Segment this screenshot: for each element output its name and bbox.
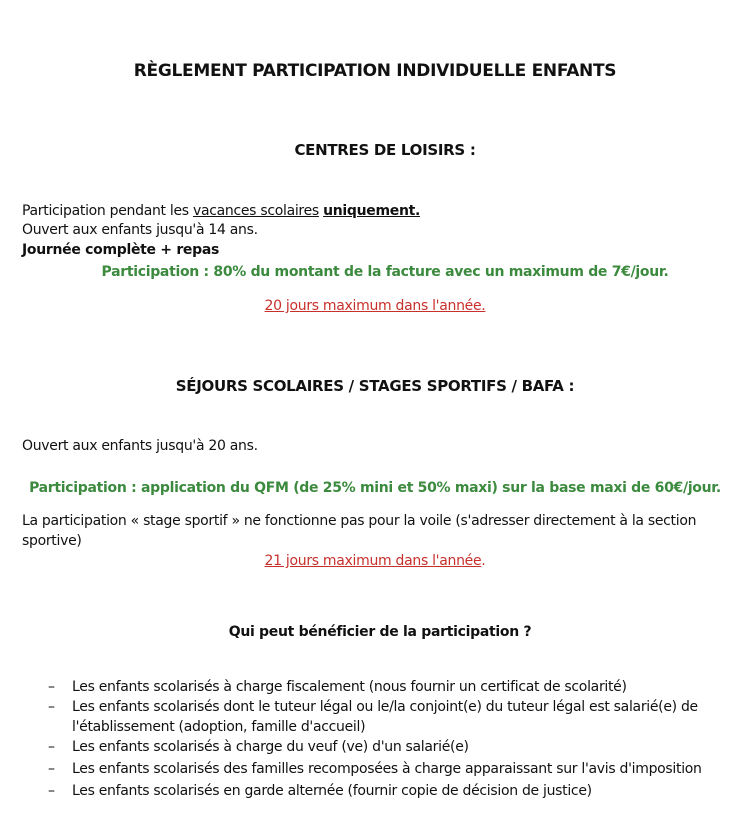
bold-underlined-text: uniquement. <box>323 203 421 219</box>
centres-participation: Participation : 80% du montant de la facture avec un maximum de 7€/jour. <box>101 264 669 280</box>
dash-bullet: – <box>48 783 55 799</box>
sejours-max-days: 21 jours maximum dans l'année <box>264 553 482 569</box>
dash-bullet: – <box>48 679 55 695</box>
section-heading-centres: CENTRES DE LOISIRS : <box>294 141 476 159</box>
sejours-max-days-line <box>0 552 750 570</box>
section-heading-sejours: SÉJOURS SCOLAIRES / STAGES SPORTIFS / BAFA : <box>175 377 575 395</box>
text: Participation pendant les <box>22 203 193 219</box>
centres-line-1 <box>22 202 420 220</box>
dash-bullet: – <box>48 739 55 755</box>
dash-bullet: – <box>48 761 55 777</box>
period: . <box>481 553 486 569</box>
underlined-text: vacances scolaires <box>192 203 319 219</box>
sejours-note-line-2: sportive) <box>22 533 82 549</box>
list-item-text: Les enfants scolarisés en garde alternée (fournir copie de décision de justice) <box>72 783 592 799</box>
dash-bullet: – <box>48 699 55 715</box>
list-item-text: Les enfants scolarisés à charge fiscalement (nous fournir un certificat de scolarité) <box>72 679 627 695</box>
centres-line-3: Journée complète + repas <box>22 242 220 258</box>
page-title: RÈGLEMENT PARTICIPATION INDIVIDUELLE ENFANTS <box>133 61 617 81</box>
list-item-text: Les enfants scolarisés dont le tuteur légal ou le/la conjoint(e) du tuteur légal est salarié(e) de l'établissement (adoption, famille d'accueil) <box>72 699 698 735</box>
list-item-text: Les enfants scolarisés des familles recomposées à charge apparaissant sur l'avis d'imposition <box>72 761 702 777</box>
sejours-participation: Participation : application du QFM (de 25% mini et 50% maxi) sur la base maxi de 60€/jour. <box>29 480 721 496</box>
centres-max-days: 20 jours maximum dans l'année. <box>264 298 486 314</box>
sejours-note-line-1: La participation « stage sportif » ne fonctionne pas pour la voile (s'adresser directement à la section <box>22 513 697 529</box>
centres-line-2: Ouvert aux enfants jusqu'à 14 ans. <box>22 222 258 238</box>
sejours-line-1: Ouvert aux enfants jusqu'à 20 ans. <box>22 438 258 454</box>
section-heading-beneficiaires: Qui peut bénéficier de la participation ? <box>228 624 532 640</box>
list-item-text: Les enfants scolarisés à charge du veuf (ve) d'un salarié(e) <box>72 739 469 755</box>
